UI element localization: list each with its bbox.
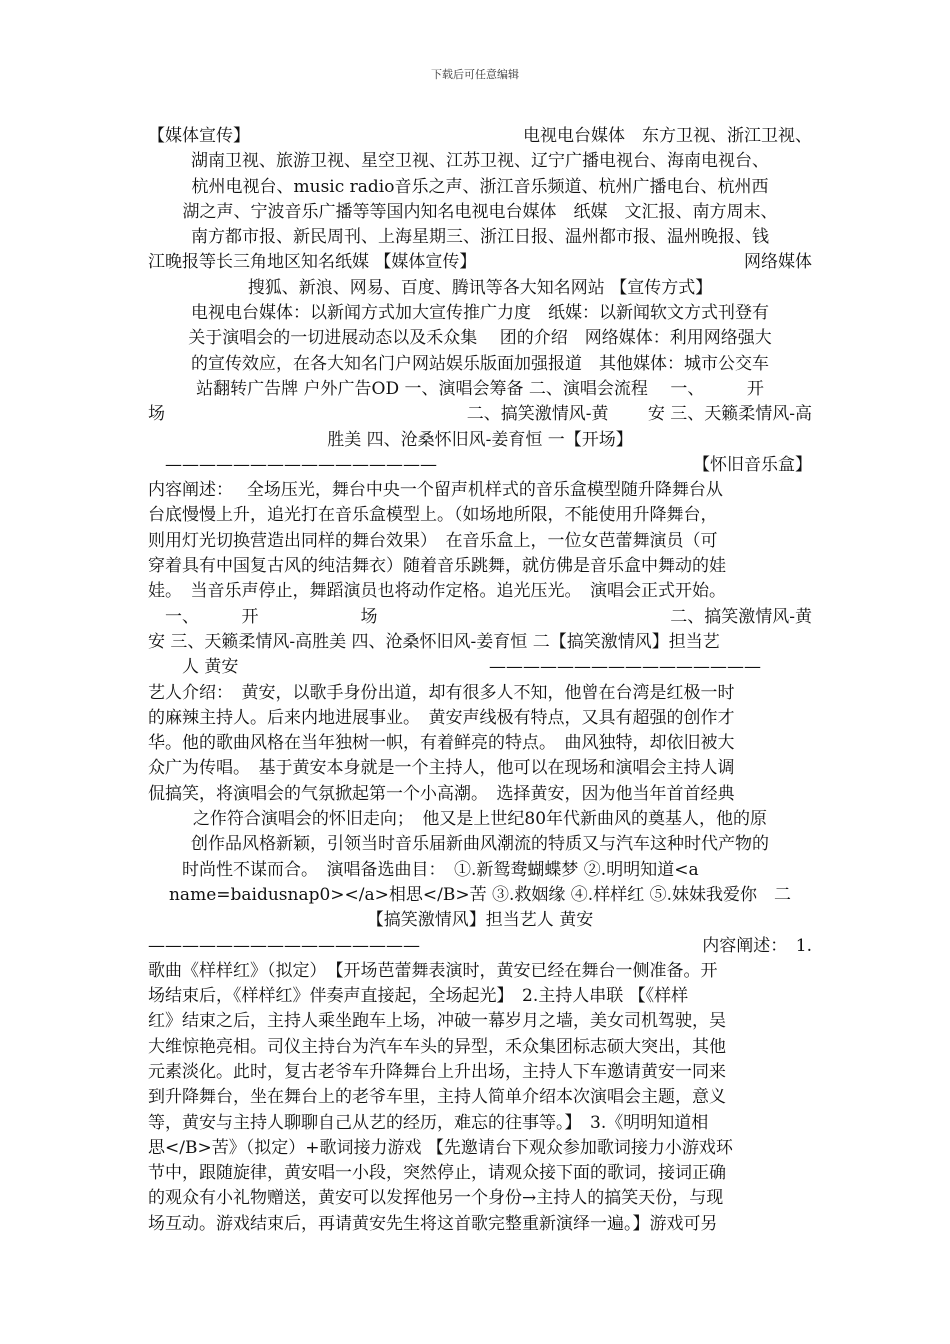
text-line-segment: 【搞笑激情风】担当艺人 黄安 — [366, 910, 594, 931]
text-line — [148, 478, 812, 503]
text-line — [148, 250, 812, 275]
text-line — [148, 756, 812, 781]
text-line — [148, 1085, 812, 1110]
text-line — [148, 1186, 812, 1211]
text-line-segment: 二、搞笑激情风-黄 安 三、天籁柔情风-高 — [466, 404, 812, 425]
text-line — [148, 984, 812, 1009]
text-line — [148, 428, 812, 453]
text-line-segment: 杭州电视台、music radio音乐之声、浙江音乐频道、杭州广播电台、杭州西 — [191, 176, 769, 197]
text-line — [148, 529, 812, 554]
text-line-segment: 内容阐述： 全场压光，舞台中央一个留声机样式的音乐盒模型随升降舞台从 — [148, 480, 723, 501]
text-line-segment: 搜狐、新浪、网易、百度、腾讯等各大知名网站 【宣传方式】 — [247, 277, 713, 298]
text-line-segment: 南方都市报、新民周刊、上海星期三、浙江日报、温州都市报、温州晚报、钱 — [191, 227, 769, 248]
text-line-segment: 【媒体宣传】 — [148, 126, 250, 146]
text-line — [148, 554, 812, 579]
text-line-segment: 电视电台媒体 东方卫视、浙江卫视、 — [523, 126, 812, 146]
text-line — [148, 1111, 812, 1136]
text-line-segment: 人 黄安 — [148, 657, 239, 678]
text-line-segment: 众广为传唱。 基于黄安本身就是一个主持人，他可以在现场和演唱会主持人调 — [148, 758, 735, 779]
text-line-segment: 艺人介绍： 黄安，以歌手身份出道，却有很多人不知，他曾在台湾是红极一时 — [148, 682, 735, 703]
text-line — [148, 352, 812, 377]
text-line — [148, 655, 812, 680]
text-line-segment: 湖之声、宁波音乐广播等等国内知名电视电台媒体 纸媒 文汇报、南方周末、 — [182, 201, 778, 222]
text-line-segment: ———————————————— — [148, 454, 437, 475]
text-line — [148, 959, 812, 984]
text-line-segment: 江晚报等长三角地区知名纸媒 【媒体宣传】 — [148, 252, 477, 273]
text-line — [148, 832, 812, 857]
text-line — [148, 1009, 812, 1034]
text-line — [148, 681, 812, 706]
text-line-segment: 则用灯光切换营造出同样的舞台效果） 在音乐盒上，一位女芭蕾舞演员（可 — [148, 530, 718, 551]
text-line — [148, 503, 812, 528]
text-line-segment: 一、 开 场 — [148, 606, 378, 627]
text-line-segment: 【怀旧音乐盒】 — [693, 454, 812, 475]
text-line-segment: 的观众有小礼物赠送，黄安可以发挥他另一个身份→主持人的搞笑天份，与现 — [148, 1188, 724, 1209]
text-line-segment: 思</B>苦》（拟定）+歌词接力游戏 【先邀请台下观众参加歌词接力小游戏环 — [148, 1137, 733, 1158]
text-line-segment: name=baidusnap0></a>相思</B>苦 ③.救姻缘 ④.样样红 ⑤.妹妹我爱你 二 — [168, 884, 792, 905]
text-line — [148, 225, 812, 250]
text-line — [148, 149, 812, 174]
text-line — [148, 934, 812, 959]
text-line-segment: 元素淡化。此时，复古老爷车升降舞台上升出场，主持人下车邀请黄安一同来 — [148, 1061, 726, 1082]
text-line-segment: 大维惊艳亮相。司仪主持台为汽车车头的异型，禾众集团标志硕大突出，其他 — [148, 1036, 726, 1057]
text-line-segment: 侃搞笑，将演唱会的气氛掀起第一个小高潮。 选择黄安，因为他当年首首经典 — [148, 783, 735, 804]
text-line — [148, 605, 812, 630]
text-line — [148, 200, 812, 225]
text-line — [148, 175, 812, 200]
text-line-segment: 时尚性不谋而合。 演唱备选曲目： ①.新鸳鸯蝴蝶梦 ②.明明知道<a — [148, 859, 699, 880]
text-line-segment: 内容阐述： 1. — [702, 935, 812, 956]
text-line-segment: 湖南卫视、旅游卫视、星空卫视、江苏卫视、辽宁广播电视台、海南电视台、 — [191, 151, 769, 172]
text-line-segment: 站翻转广告牌 户外广告OD 一、演唱会筹备 二、演唱会流程 一、 开 — [196, 378, 764, 399]
text-line — [148, 883, 812, 908]
text-line — [148, 858, 812, 883]
text-line — [148, 1161, 812, 1186]
text-line — [148, 276, 812, 301]
document-body — [148, 124, 812, 1237]
text-line-segment: 的宣传效应，在各大知名门户网站娱乐版面加强报道 其他媒体：城市公交车 — [191, 353, 769, 374]
text-line — [148, 908, 812, 933]
text-line-segment: 网络媒体 — [744, 252, 812, 273]
text-line — [148, 1035, 812, 1060]
text-line — [148, 402, 812, 427]
text-line — [148, 782, 812, 807]
text-line-segment: 关于演唱会的一切进展动态以及禾众集 团的介绍 网络媒体：利用网络强大 — [188, 328, 772, 349]
text-line — [148, 453, 812, 478]
text-line-segment: 场互动。游戏结束后，再请黄安先生将这首歌完整重新演绎一遍。】游戏可另 — [148, 1213, 718, 1234]
text-line-segment: 二、搞笑激情风-黄 — [670, 606, 812, 627]
text-line — [148, 124, 812, 149]
text-line-segment: 场 — [148, 404, 165, 425]
text-line-segment: 华。他的歌曲风格在当年独树一帜，有着鲜亮的特点。 曲风独特，却依旧被大 — [148, 733, 735, 754]
text-line-segment: 创作品风格新颖，引领当时音乐届新曲风潮流的特质又与汽车这种时代产物的 — [191, 834, 769, 855]
text-line — [148, 1136, 812, 1161]
text-line-segment: 电视电台媒体：以新闻方式加大宣传推广力度 纸媒：以新闻软文方式刊登有 — [191, 303, 769, 324]
text-line-segment: 穿着具有中国复古风的纯洁舞衣）随着音乐跳舞，就仿佛是音乐盒中舞动的娃 — [148, 556, 726, 577]
text-line-segment: 之作符合演唱会的怀旧走向； 他又是上世纪80年代新曲风的奠基人，他的原 — [192, 809, 768, 830]
page-header: 下载后可任意编辑 — [431, 68, 519, 81]
text-line — [148, 706, 812, 731]
text-line — [148, 630, 812, 655]
text-line-segment: ———————————————— — [148, 935, 420, 956]
text-line-segment: 胜美 四、沧桑怀旧风-姜育恒 一【开场】 — [327, 429, 633, 450]
text-line-segment: 歌曲《样样红》（拟定） 【开场芭蕾舞表演时，黄安已经在舞台一侧准备。开 — [148, 960, 718, 981]
text-line-segment: 的麻辣主持人。后来内地进展事业。 黄安声线极有特点，又具有超强的创作才 — [148, 707, 735, 728]
text-line — [148, 1212, 812, 1237]
text-line — [148, 301, 812, 326]
text-line — [148, 731, 812, 756]
text-line-segment: ———————————————— — [489, 657, 812, 678]
text-line — [148, 579, 812, 604]
text-line — [148, 807, 812, 832]
text-line — [148, 377, 812, 402]
text-line-segment: 娃。 当音乐声停止，舞蹈演员也将动作定格。追光压光。 演唱会正式开始。 — [148, 581, 726, 602]
text-line-segment: 场结束后，《样样红》伴奏声直接起，全场起光】 2.主持人串联 【《样样 — [148, 986, 689, 1007]
text-line — [148, 1060, 812, 1085]
text-line-segment: 红》结束之后，主持人乘坐跑车上场，冲破一幕岁月之墙，美女司机驾驶，吴 — [148, 1011, 726, 1032]
text-line-segment: 到升降舞台，坐在舞台上的老爷车里，主持人简单介绍本次演唱会主题，意义 — [148, 1087, 726, 1108]
text-line-segment: 等，黄安与主持人聊聊自己从艺的经历，难忘的往事等。】 3.《明明知道相 — [148, 1112, 709, 1133]
text-line-segment: 节中，跟随旋律，黄安唱一小段，突然停止，请观众接下面的歌词，接词正确 — [148, 1163, 726, 1184]
text-line — [148, 326, 812, 351]
text-line-segment: 安 三、天籁柔情风-高胜美 四、沧桑怀旧风-姜育恒 二【搞笑激情风】担当艺 — [148, 631, 720, 652]
text-line-segment: 台底慢慢上升，追光打在音乐盒模型上。（如场地所限，不能使用升降舞台， — [148, 505, 718, 526]
